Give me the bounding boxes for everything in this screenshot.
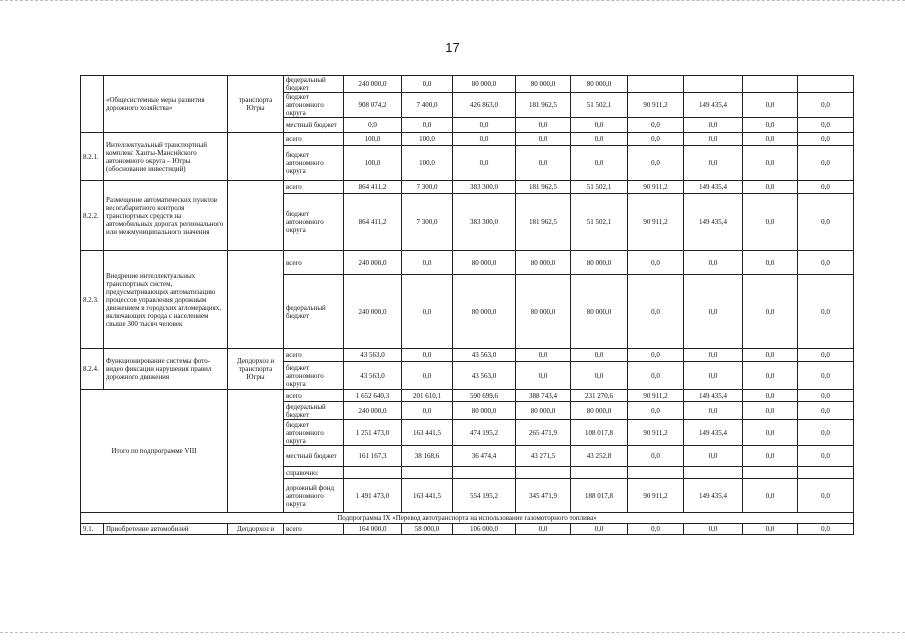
amount-cell: 0,0 — [453, 133, 516, 146]
amount-cell: 0,0 — [743, 420, 798, 446]
amount-cell: 161 167,3 — [344, 446, 402, 467]
amount-cell: 201 610,1 — [402, 390, 453, 402]
funding-source: бюджет автономного округа — [284, 93, 344, 118]
amount-cell: 100,0 — [344, 146, 402, 181]
amount-cell: 0,0 — [743, 118, 798, 133]
amount-cell: 0,0 — [628, 251, 684, 275]
amount-cell: 0,0 — [684, 402, 743, 420]
item-number: 8.2.3. — [81, 251, 104, 349]
amount-cell: 43 252,8 — [571, 446, 628, 467]
amount-cell: 80 000,0 — [571, 402, 628, 420]
table-row — [81, 133, 854, 146]
amount-cell: 58 000,0 — [402, 524, 453, 535]
amount-cell — [571, 467, 628, 479]
amount-cell: 181 962,5 — [516, 93, 571, 118]
amount-cell: 0,0 — [628, 524, 684, 535]
amount-cell: 0,0 — [743, 349, 798, 362]
amount-cell: 908 074,2 — [344, 93, 402, 118]
executor: Депдорхоз и — [228, 524, 284, 535]
amount-cell: 149 435,4 — [684, 420, 743, 446]
amount-cell: 0,0 — [516, 524, 571, 535]
amount-cell — [453, 467, 516, 479]
amount-cell: 188 017,8 — [571, 479, 628, 513]
table-row — [81, 349, 854, 362]
subprogram-heading: Подпрограмма IX «Перевод автотранспорта на использование газомоторного топлива» — [81, 513, 854, 524]
amount-cell: 0,0 — [628, 362, 684, 390]
item-name: Размещение автоматических пунктов весогабаритного контроля транспортных средств на автомобильных дорогах регионального или межмуниципального значения — [104, 181, 228, 251]
amount-cell: 80 000,0 — [453, 275, 516, 349]
amount-cell: 0,0 — [743, 194, 798, 251]
amount-cell: 80 000,0 — [516, 402, 571, 420]
amount-cell: 38 168,6 — [402, 446, 453, 467]
funding-source: бюджет автономного округа — [284, 146, 344, 181]
amount-cell: 0,0 — [516, 146, 571, 181]
amount-cell: 80 000,0 — [516, 251, 571, 275]
amount-cell: 0,0 — [684, 133, 743, 146]
amount-cell: 0,0 — [743, 146, 798, 181]
amount-cell: 0,0 — [516, 362, 571, 390]
amount-cell: 0,0 — [571, 362, 628, 390]
amount-cell: 0,0 — [743, 181, 798, 194]
funding-source: федеральный бюджет — [284, 76, 344, 93]
table-row — [81, 76, 854, 93]
amount-cell — [743, 76, 798, 93]
amount-cell: 51 502,1 — [571, 181, 628, 194]
amount-cell: 426 863,0 — [453, 93, 516, 118]
amount-cell: 0,0 — [628, 402, 684, 420]
amount-cell: 0,0 — [743, 93, 798, 118]
amount-cell: 0,0 — [571, 524, 628, 535]
amount-cell: 149 435,4 — [684, 390, 743, 402]
amount-cell: 0,0 — [798, 479, 854, 513]
amount-cell: 0,0 — [743, 402, 798, 420]
amount-cell: 0,0 — [743, 524, 798, 535]
amount-cell: 240 000,0 — [344, 275, 402, 349]
amount-cell: 0,0 — [798, 146, 854, 181]
amount-cell: 51 502,1 — [571, 194, 628, 251]
amount-cell: 164 000,0 — [344, 524, 402, 535]
amount-cell: 0,0 — [402, 362, 453, 390]
table-body — [81, 76, 854, 535]
amount-cell: 100,0 — [402, 133, 453, 146]
amount-cell: 0,0 — [628, 446, 684, 467]
amount-cell: 0,0 — [628, 349, 684, 362]
amount-cell: 0,0 — [684, 524, 743, 535]
amount-cell: 864 411,2 — [344, 181, 402, 194]
item-name: Функционирование системы фото-видео фиксации нарушения правил дорожного движения — [104, 349, 228, 390]
amount-cell: 43 563,0 — [344, 349, 402, 362]
amount-cell: 0,0 — [798, 275, 854, 349]
item-number: 8.2.1. — [81, 133, 104, 181]
total-label: Итого по подпрограмме VIII — [81, 390, 228, 513]
amount-cell: 80 000,0 — [453, 402, 516, 420]
amount-cell: 0,0 — [798, 251, 854, 275]
amount-cell — [628, 76, 684, 93]
amount-cell: 0,0 — [798, 133, 854, 146]
budget-table — [80, 75, 854, 535]
executor — [228, 390, 284, 513]
amount-cell: 149 435,4 — [684, 93, 743, 118]
amount-cell: 163 441,5 — [402, 420, 453, 446]
funding-source: федеральный бюджет — [284, 275, 344, 349]
item-name: Приобретение автомобилей — [104, 524, 228, 535]
amount-cell: 0,0 — [684, 349, 743, 362]
amount-cell: 90 911,2 — [628, 181, 684, 194]
funding-source: бюджет автономного округа — [284, 420, 344, 446]
amount-cell: 163 441,5 — [402, 479, 453, 513]
amount-cell — [684, 76, 743, 93]
amount-cell: 43 563,0 — [344, 362, 402, 390]
amount-cell: 108 017,8 — [571, 420, 628, 446]
amount-cell: 43 563,0 — [453, 349, 516, 362]
amount-cell — [402, 467, 453, 479]
amount-cell: 0,0 — [571, 349, 628, 362]
funding-source: всего — [284, 133, 344, 146]
subprogram-heading-row — [81, 513, 854, 524]
amount-cell: 0,0 — [743, 390, 798, 402]
item-number: 9.1. — [81, 524, 104, 535]
table-row — [81, 181, 854, 194]
amount-cell: 0,0 — [743, 133, 798, 146]
amount-cell: 0,0 — [516, 133, 571, 146]
amount-cell: 383 300,0 — [453, 181, 516, 194]
amount-cell: 0,0 — [516, 349, 571, 362]
funding-source: всего — [284, 524, 344, 535]
amount-cell: 90 911,2 — [628, 420, 684, 446]
amount-cell: 0,0 — [743, 251, 798, 275]
amount-cell — [798, 467, 854, 479]
amount-cell: 80 000,0 — [516, 275, 571, 349]
amount-cell: 80 000,0 — [453, 251, 516, 275]
amount-cell: 265 471,9 — [516, 420, 571, 446]
amount-cell: 0,0 — [402, 402, 453, 420]
item-name: «Общесистемные меры развития дорожного хозяйства» — [104, 76, 228, 133]
amount-cell: 149 435,4 — [684, 479, 743, 513]
amount-cell: 0,0 — [798, 181, 854, 194]
amount-cell: 554 195,2 — [453, 479, 516, 513]
amount-cell — [628, 467, 684, 479]
amount-cell: 80 000,0 — [516, 76, 571, 93]
amount-cell: 474 195,2 — [453, 420, 516, 446]
amount-cell: 1 491 473,0 — [344, 479, 402, 513]
item-name: Интеллектуальный транспортный комплекс Ханты-Мансийского автономного округа – Югры (обоснование инвестиций) — [104, 133, 228, 181]
amount-cell: 90 911,2 — [628, 390, 684, 402]
amount-cell: 0,0 — [402, 349, 453, 362]
amount-cell: 106 000,0 — [453, 524, 516, 535]
amount-cell: 0,0 — [453, 118, 516, 133]
amount-cell: 0,0 — [628, 133, 684, 146]
amount-cell: 590 699,6 — [453, 390, 516, 402]
amount-cell: 0,0 — [798, 446, 854, 467]
amount-cell — [684, 467, 743, 479]
executor — [228, 251, 284, 349]
amount-cell: 51 502,1 — [571, 93, 628, 118]
amount-cell: 0,0 — [743, 446, 798, 467]
table-row — [81, 524, 854, 535]
executor — [228, 133, 284, 181]
amount-cell: 43 271,5 — [516, 446, 571, 467]
amount-cell: 0,0 — [516, 118, 571, 133]
item-number: 8.2.2. — [81, 181, 104, 251]
amount-cell: 240 000,0 — [344, 251, 402, 275]
amount-cell: 0,0 — [453, 146, 516, 181]
amount-cell: 0,0 — [684, 275, 743, 349]
amount-cell: 0,0 — [743, 362, 798, 390]
amount-cell: 80 000,0 — [453, 76, 516, 93]
amount-cell: 0,0 — [402, 251, 453, 275]
amount-cell: 864 411,2 — [344, 194, 402, 251]
funding-source: всего — [284, 349, 344, 362]
amount-cell — [743, 467, 798, 479]
amount-cell: 240 000,0 — [344, 76, 402, 93]
funding-source: местный бюджет — [284, 446, 344, 467]
amount-cell — [516, 467, 571, 479]
amount-cell: 80 000,0 — [571, 251, 628, 275]
amount-cell: 0,0 — [798, 362, 854, 390]
amount-cell: 0,0 — [571, 146, 628, 181]
scan-top-edge — [0, 0, 905, 2]
amount-cell: 0,0 — [743, 275, 798, 349]
amount-cell: 0,0 — [798, 93, 854, 118]
amount-cell: 345 471,9 — [516, 479, 571, 513]
amount-cell: 0,0 — [402, 118, 453, 133]
amount-cell: 0,0 — [684, 118, 743, 133]
amount-cell: 7 400,0 — [402, 93, 453, 118]
amount-cell: 149 435,4 — [684, 181, 743, 194]
amount-cell: 0,0 — [628, 275, 684, 349]
funding-source: дорожный фонд автономного округа — [284, 479, 344, 513]
amount-cell: 90 911,2 — [628, 479, 684, 513]
item-name: Внедрение интеллектуальных транспортных систем, предусматривающих автоматизацию процессов управления дорожным движением в городских агломерациях, включающих города с населением свыше 300 тысяч человек — [104, 251, 228, 349]
amount-cell: 0,0 — [402, 76, 453, 93]
amount-cell: 36 474,4 — [453, 446, 516, 467]
amount-cell: 181 962,5 — [516, 194, 571, 251]
amount-cell: 0,0 — [684, 251, 743, 275]
amount-cell: 0,0 — [798, 524, 854, 535]
amount-cell: 0,0 — [684, 362, 743, 390]
table-row — [81, 390, 854, 402]
amount-cell: 0,0 — [798, 194, 854, 251]
amount-cell: 0,0 — [402, 275, 453, 349]
funding-source: всего — [284, 251, 344, 275]
page-number: 17 — [445, 40, 460, 55]
executor: Депдорхоз и транспорта Югры — [228, 349, 284, 390]
amount-cell: 43 563,0 — [453, 362, 516, 390]
amount-cell: 0,0 — [798, 390, 854, 402]
funding-source: справочно: — [284, 467, 344, 479]
amount-cell: 231 270,6 — [571, 390, 628, 402]
amount-cell: 1 251 473,0 — [344, 420, 402, 446]
funding-source: местный бюджет — [284, 118, 344, 133]
scan-bottom-edge — [0, 632, 905, 634]
executor: транспорта Югры — [228, 76, 284, 133]
amount-cell: 181 962,5 — [516, 181, 571, 194]
amount-cell — [798, 76, 854, 93]
item-number — [81, 76, 104, 133]
amount-cell — [344, 467, 402, 479]
funding-source: бюджет автономного округа — [284, 194, 344, 251]
amount-cell: 0,0 — [684, 446, 743, 467]
amount-cell: 0,0 — [798, 420, 854, 446]
amount-cell: 80 000,0 — [571, 76, 628, 93]
amount-cell: 100,0 — [402, 146, 453, 181]
funding-source: всего — [284, 181, 344, 194]
table-row — [81, 251, 854, 275]
funding-source: всего — [284, 390, 344, 402]
amount-cell: 80 000,0 — [571, 275, 628, 349]
amount-cell: 388 743,4 — [516, 390, 571, 402]
amount-cell: 0,0 — [628, 118, 684, 133]
amount-cell: 240 000,0 — [344, 402, 402, 420]
amount-cell: 0,0 — [743, 479, 798, 513]
amount-cell: 1 652 640,3 — [344, 390, 402, 402]
amount-cell: 7 300,0 — [402, 194, 453, 251]
amount-cell: 0,0 — [798, 118, 854, 133]
amount-cell: 90 911,2 — [628, 93, 684, 118]
amount-cell: 0,0 — [798, 349, 854, 362]
amount-cell: 0,0 — [628, 146, 684, 181]
amount-cell: 0,0 — [571, 133, 628, 146]
funding-source: федеральный бюджет — [284, 402, 344, 420]
amount-cell: 0,0 — [684, 146, 743, 181]
executor — [228, 181, 284, 251]
amount-cell: 100,0 — [344, 133, 402, 146]
amount-cell: 0,0 — [798, 402, 854, 420]
amount-cell: 7 300,0 — [402, 181, 453, 194]
amount-cell: 383 300,0 — [453, 194, 516, 251]
amount-cell: 149 435,4 — [684, 194, 743, 251]
funding-source: бюджет автономного округа — [284, 362, 344, 390]
amount-cell: 0,0 — [344, 118, 402, 133]
amount-cell: 0,0 — [571, 118, 628, 133]
amount-cell: 90 911,2 — [628, 194, 684, 251]
item-number: 8.2.4. — [81, 349, 104, 390]
